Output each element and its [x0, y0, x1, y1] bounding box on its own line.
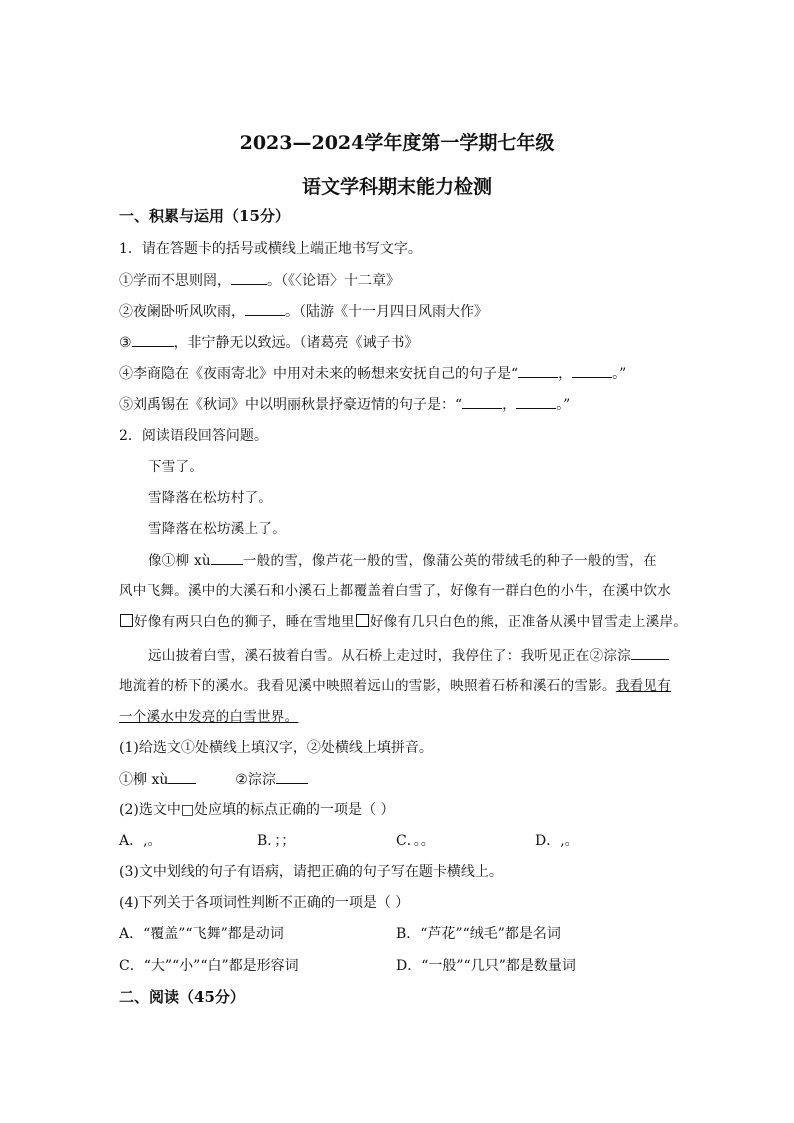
question-1-stem: 1．请在答题卡的括号或横线上端正地书写文字。: [119, 241, 422, 257]
option-a[interactable]: A．“覆盖”“飞舞”都是动词: [119, 926, 284, 942]
passage-line: 地流着的桥下的溪水。我看见溪中映照着远山的雪影，映照着石桥和溪石的雪影。我看见有: [119, 678, 672, 694]
sub-question-2: (2)选文中□处应填的标点正确的一项是（ ）: [119, 802, 395, 818]
answer-blank[interactable]: [132, 333, 174, 347]
answer-blank[interactable]: [245, 302, 285, 316]
punctuation-box: [120, 614, 133, 627]
sub-question-4: (4)下列关于各项词性判断不正确的一项是（ ）: [119, 895, 410, 911]
answer-blank[interactable]: [276, 770, 308, 784]
option-a[interactable]: A．,。: [119, 833, 162, 849]
question-2-stem: 2．阅读语段回答问题。: [119, 428, 268, 444]
q1-item-4: ④李商隐在《夜雨寄北》中用对未来的畅想来安抚自己的句子是“ ， 。”: [119, 366, 627, 382]
passage-paragraph: 雪降落在松坊溪上了。: [148, 521, 286, 537]
answer-blank[interactable]: [631, 646, 669, 660]
option-b[interactable]: B．“芦花”“绒毛”都是名词: [396, 926, 561, 942]
passage-line: 像①柳 xù 一般的雪，像芦花一般的雪，像蒲公英的带绒毛的种子一般的雪，在: [148, 553, 657, 569]
q1-item-3: ③ ，非宁静无以致远。（诸葛亮《诫子书》: [119, 335, 419, 351]
option-c[interactable]: C．。。: [396, 833, 435, 849]
sub-question-3: (3)文中划线的句子有语病，请把正确的句子写在题卡横线上。: [119, 864, 503, 880]
punctuation-box: [356, 614, 369, 627]
answer-blank[interactable]: [168, 770, 196, 784]
sub-question-1: (1)给选文①处横线上填汉字，②处横线上填拼音。: [119, 740, 433, 756]
passage-paragraph: 下雪了。: [148, 459, 204, 475]
section-heading-1: 一、积累与运用（15分）: [119, 207, 290, 225]
underlined-sentence: 一个溪水中发亮的白雪世界。: [119, 709, 299, 725]
answer-blank[interactable]: [516, 395, 556, 409]
q1-item-2: ②夜阑卧听风吹雨， 。（陆游《十一月四日风雨大作》: [119, 304, 488, 320]
passage-line: 风中飞舞。溪中的大溪石和小溪石上都覆盖着白雪了，好像有一群白色的小牛，在溪中饮水: [119, 583, 671, 599]
sub-question-1-answers: ①柳 xù ②淙淙: [119, 770, 308, 789]
underlined-sentence: 我看见有: [615, 678, 672, 694]
passage-line: 好像有两只白色的狮子，睡在雪地里 好像有几只白色的熊，正准备从溪中冒雪走上溪岸。: [119, 613, 687, 631]
passage-paragraph: 雪降落在松坊村了。: [148, 490, 273, 506]
q1-item-1: ①学而不思则罔， 。（《〈论语〉十二章》: [119, 273, 400, 289]
answer-blank[interactable]: [462, 395, 502, 409]
answer-blank[interactable]: [231, 271, 267, 285]
answer-blank[interactable]: [572, 364, 612, 378]
option-d[interactable]: D．“一般”“几只”都是数量词: [396, 958, 576, 974]
q1-item-5: ⑤刘禹锡在《秋词》中以明丽秋景抒豪迈情的句子是：“ ， 。”: [119, 397, 571, 413]
answer-blank[interactable]: [211, 551, 243, 565]
exam-subtitle: 语文学科期末能力检测: [301, 176, 492, 198]
option-d[interactable]: D．,。: [535, 833, 579, 849]
passage-line: 远山披着白雪，溪石披着白雪。从石桥上走过时，我停住了：我听见正在②淙淙: [148, 646, 669, 665]
section-heading-2: 二、阅读（45分）: [119, 988, 245, 1006]
option-b[interactable]: B．；；: [257, 833, 296, 849]
option-c[interactable]: C．“大”“小”“白”都是形容词: [119, 958, 299, 974]
answer-blank[interactable]: [518, 364, 558, 378]
exam-title: 2023—2024学年度第一学期七年级: [239, 132, 555, 154]
